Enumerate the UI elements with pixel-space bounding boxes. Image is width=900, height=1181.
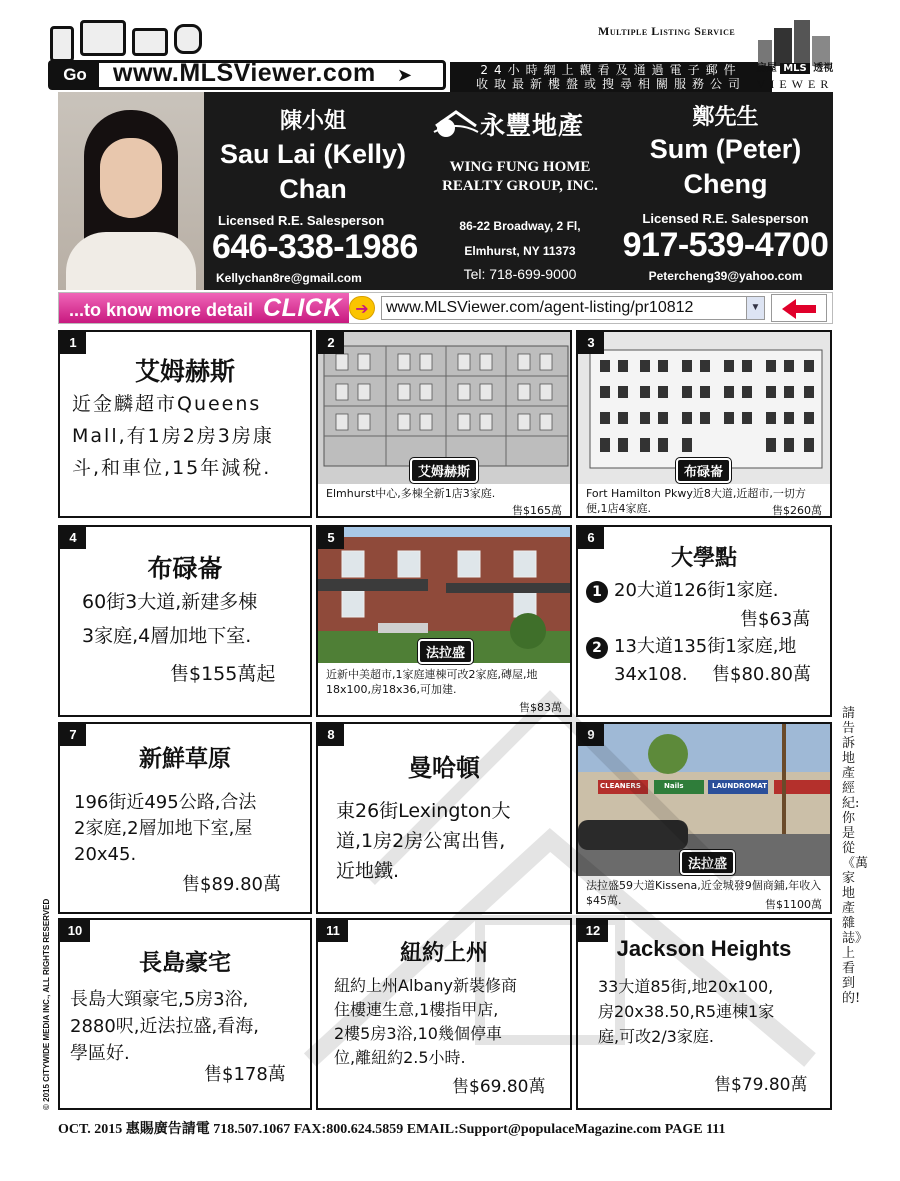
listing-card-5[interactable] — [316, 525, 572, 717]
listing-card-3[interactable] — [576, 330, 832, 518]
house-logo-icon — [432, 108, 480, 140]
listing-line: 196街近495公路,合法 — [74, 792, 257, 813]
listing-title: 大學點 — [670, 546, 737, 571]
listing-card-1[interactable] — [58, 330, 312, 518]
listing-item-1-price: 售$63萬 — [740, 609, 811, 630]
listing-price: 售$69.80萬 — [452, 1077, 546, 1097]
agent-right-license: Licensed R.E. Salesperson — [642, 211, 809, 226]
arrow-left-icon — [782, 299, 816, 319]
shop-sign-1: CLEANERS — [600, 782, 641, 790]
agent-left-license: Licensed R.E. Salesperson — [218, 213, 385, 228]
listing-line: 住樓連生意,1樓指甲店, — [334, 1000, 499, 1019]
agent-right-email[interactable]: Petercheng39@yahoo.com — [648, 269, 803, 283]
listing-line: 近地鐵. — [336, 860, 400, 882]
site-link[interactable] — [48, 60, 446, 90]
listing-line: 60街3大道,新建多棟 — [82, 591, 258, 613]
listing-item-2: 13大道135街1家庭,地 — [614, 636, 797, 657]
logo-right-text: 透視 — [813, 63, 834, 74]
listing-price: 售$165萬 — [512, 504, 562, 517]
site-url[interactable]: www.MLSViewer.com — [113, 59, 376, 87]
click-label: CLICK — [263, 294, 342, 322]
mls-viewer-logo — [750, 20, 840, 91]
listing-card-8[interactable] — [316, 722, 572, 914]
listing-item-1: 20大道126街1家庭. — [614, 580, 779, 601]
listing-location-tag: 布碌崙 — [676, 458, 731, 483]
company-info — [422, 92, 618, 290]
agent-left-name-en-2: Chan — [279, 174, 347, 204]
listing-title: 布碌崙 — [147, 554, 223, 583]
listing-line: 2家庭,2層加地下室,屋 — [74, 818, 253, 839]
listing-location-tag: 艾姆赫斯 — [410, 458, 478, 483]
listing-card-6[interactable] — [576, 525, 832, 717]
agent-right-name-en-2: Cheng — [683, 169, 768, 199]
click-prompt[interactable] — [59, 293, 349, 323]
click-prompt-text: ...to know more detail — [69, 300, 254, 320]
listing-price: 售$89.80萬 — [182, 874, 281, 895]
listing-number: 1 — [60, 332, 86, 354]
copyright: © 2015 CITYWIDE MEDIA INC., ALL RIGHTS RESERVED — [42, 898, 51, 1110]
listing-number: 12 — [578, 920, 608, 942]
listing-title: 紐約上州 — [399, 941, 488, 966]
item-badge-2: 2 — [586, 637, 608, 659]
listing-line: 長島大頸豪宅,5房3浴, — [70, 989, 249, 1010]
agent-left-name-en-1: Sau Lai (Kelly) — [219, 139, 407, 169]
listing-item-2-price: 售$80.80萬 — [712, 664, 811, 685]
company-name-en-2: REALTY GROUP, INC. — [442, 178, 598, 194]
mls-title: Multiple Listing Service — [598, 24, 736, 38]
listing-caption: 近新中美超市,1家庭連棟可改2家庭,磚屋,地18x100,房18x36,可加建. — [326, 668, 538, 696]
listing-line: 斗,和車位,15年減稅. — [72, 457, 272, 479]
listing-item-2-lot: 34x108. — [614, 664, 688, 685]
listing-title: 長島豪宅 — [139, 950, 231, 976]
listing-card-12[interactable] — [576, 918, 832, 1110]
agent-left-name-cn: 陳小姐 — [279, 109, 346, 134]
service-description — [450, 62, 772, 92]
company-logo — [422, 106, 618, 146]
item-badge-1: 1 — [586, 581, 608, 603]
listing-card-2[interactable] — [316, 330, 572, 518]
company-address-1: 86-22 Broadway, 2 Fl, — [459, 219, 581, 233]
agent-left-phone[interactable]: 646-338-1986 — [212, 228, 418, 266]
listing-line: 房20x38.50,R5連棟1家 — [598, 1002, 775, 1021]
side-note: 請告訴地產經紀:你是從《萬家地產雜誌》上看到的! — [842, 706, 869, 1006]
arrow-right-icon[interactable]: ➔ — [349, 296, 375, 320]
listing-line: 3家庭,4層加地下室. — [82, 625, 252, 647]
listing-number: 4 — [60, 527, 86, 549]
listing-url: www.MLSViewer.com/agent-listing/pr10812 — [386, 299, 694, 316]
listing-line: 近金麟超市Queens — [72, 393, 262, 415]
back-button[interactable] — [771, 294, 827, 322]
listing-title: 曼哈頓 — [408, 754, 480, 782]
listing-price: 售$260萬 — [772, 504, 822, 517]
listing-price: 售$83萬 — [519, 701, 562, 714]
agent-header — [58, 92, 833, 290]
go-label: Go — [51, 63, 99, 87]
listing-number: 8 — [318, 724, 344, 746]
listing-line: 東26街Lexington大 — [336, 800, 511, 822]
company-name-cn: 永豐地產 — [480, 111, 585, 140]
listing-line: 20x45. — [74, 844, 137, 865]
listing-line: 學區好. — [70, 1043, 130, 1064]
listing-line: 紐約上州Albany新裝修商 — [334, 976, 517, 995]
service-line-1: 24小時網上觀看及通過電子郵件 — [480, 63, 742, 77]
listing-line: 2樓5房3浴,10幾個停車 — [334, 1024, 502, 1043]
company-tel[interactable]: Tel: 718-699-9000 — [463, 266, 577, 282]
shop-sign-3: LAUNDROMAT — [712, 782, 767, 790]
listing-card-10[interactable] — [58, 918, 312, 1110]
listing-number: 11 — [318, 920, 348, 942]
listing-title: 艾姆赫斯 — [134, 357, 235, 386]
listing-price: 售$155萬起 — [170, 663, 276, 685]
listing-number: 6 — [578, 527, 604, 549]
listing-price: 售$1100萬 — [765, 898, 822, 911]
shop-sign-2: Nails — [664, 782, 684, 790]
agent-right-name-cn: 鄭先生 — [692, 105, 759, 130]
listing-number: 7 — [60, 724, 86, 746]
footer: OCT. 2015 惠賜廣告請電 718.507.1067 FAX:800.624.5859 EMAIL:Support@populaceMagazine.com PAGE 111 — [58, 1122, 726, 1137]
listing-number: 2 — [318, 332, 344, 354]
agent-right — [618, 92, 833, 290]
company-name-en-1: WING FUNG HOME — [449, 159, 591, 175]
listing-card-4[interactable] — [58, 525, 312, 717]
top-banner — [38, 18, 838, 91]
listing-location-tag: 法拉盛 — [418, 639, 473, 664]
listing-caption: 法拉盛59大道Kissena,近金城發9個商鋪,年收入$45萬. — [586, 879, 822, 907]
click-bar — [58, 292, 833, 324]
listing-caption: Elmhurst中心,多棟全新1店3家庭. — [326, 487, 496, 500]
agent-photo — [58, 92, 204, 290]
listing-price: 售$79.80萬 — [714, 1075, 808, 1095]
listing-line: 位,離紐約2.5小時. — [334, 1048, 466, 1067]
listing-url-select[interactable] — [381, 296, 765, 320]
listing-number: 3 — [578, 332, 604, 354]
chevron-down-icon[interactable]: ▼ — [746, 297, 764, 319]
listing-caption: Fort Hamilton Pkwy近8大道,近超市,一切方便,1店4家庭. — [586, 487, 806, 515]
listing-number: 5 — [318, 527, 344, 549]
listing-line: 2880呎,近法拉盛,看海, — [70, 1016, 259, 1037]
listing-price: 售$178萬 — [204, 1064, 286, 1085]
listing-card-7[interactable] — [58, 722, 312, 914]
listing-title: Jackson Heights — [616, 936, 792, 961]
logo-left-text: 房屋 — [756, 63, 777, 74]
listing-number: 10 — [60, 920, 90, 942]
logo-viewer-text: VIEWER — [756, 77, 834, 91]
logo-mls-text: MLS — [780, 63, 810, 74]
listing-line: 庭,可改2/3家庭. — [598, 1027, 714, 1046]
agent-left-email[interactable]: Kellychan8re@gmail.com — [216, 271, 362, 285]
company-address-2: Elmhurst, NY 11373 — [464, 244, 576, 258]
listing-location-tag: 法拉盛 — [680, 850, 735, 875]
agent-right-phone[interactable]: 917-539-4700 — [622, 226, 829, 264]
devices-icon — [50, 20, 220, 60]
cursor-icon: ➤ — [397, 65, 413, 86]
listing-number: 9 — [578, 724, 604, 746]
service-line-2: 收取最新樓盤或搜尋相關服務公司 — [475, 77, 746, 91]
listing-card-9[interactable] — [576, 722, 832, 914]
listing-title: 新鮮草原 — [139, 746, 231, 772]
listing-line: 33大道85街,地20x100, — [598, 977, 774, 996]
agent-right-name-en-1: Sum (Peter) — [649, 134, 802, 164]
listing-line: 道,1房2房公寓出售, — [336, 830, 506, 852]
listing-line: Mall,有1房2房3房康 — [72, 425, 274, 447]
agent-left — [204, 92, 422, 290]
listing-card-11[interactable] — [316, 918, 572, 1110]
